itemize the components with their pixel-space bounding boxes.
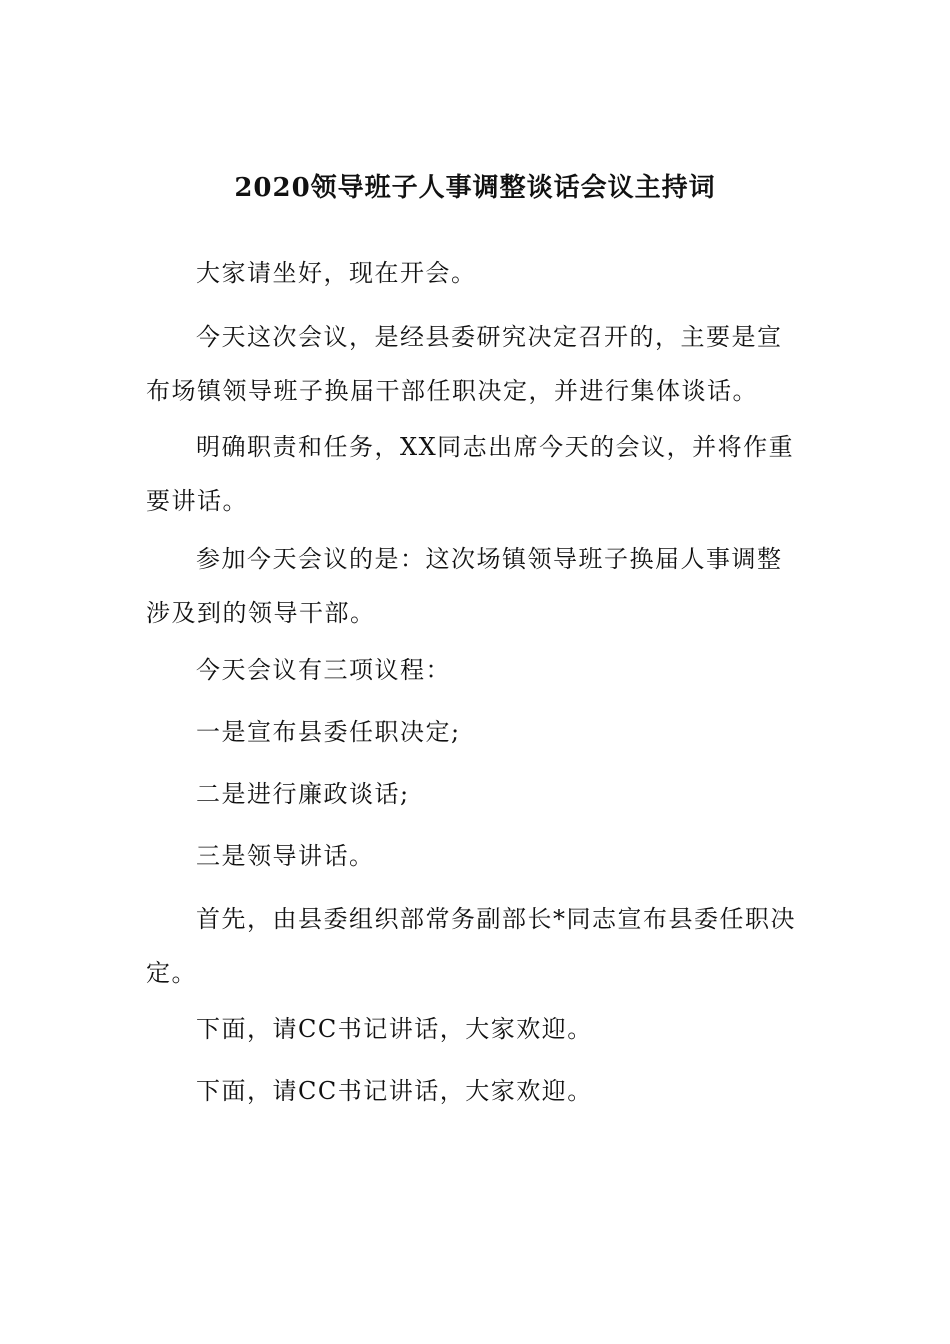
agenda-item-1: 一是宣布县委任职决定; [196, 718, 461, 746]
paragraph-responsibilities: 明确职责和任务，XX同志出席今天的会议，并将作重要讲话。 [146, 433, 795, 515]
paragraph-opening: 大家请坐好，现在开会。 [196, 259, 477, 287]
paragraph-meeting-purpose: 今天这次会议，是经县委研究决定召开的，主要是宣布场镇领导班子换届干部任职决定，并进行集体谈话。 [146, 323, 783, 405]
document-title: 2020领导班子人事调整谈话会议主持词 [234, 173, 716, 203]
paragraph-next-speech-2: 下面，请CC书记讲话，大家欢迎。 [196, 1077, 593, 1105]
paragraph-next-speech-1: 下面，请CC书记讲话，大家欢迎。 [196, 1015, 593, 1043]
agenda-item-3: 三是领导讲话。 [196, 842, 375, 870]
paragraph-agenda-intro: 今天会议有三项议程： [196, 656, 451, 684]
agenda-item-2: 二是进行廉政谈话; [196, 780, 410, 808]
paragraph-first-step: 首先，由县委组织部常务副部长*同志宣布县委任职决定。 [146, 905, 796, 987]
paragraph-attendees: 参加今天会议的是：这次场镇领导班子换届人事调整涉及到的领导干部。 [146, 545, 783, 627]
